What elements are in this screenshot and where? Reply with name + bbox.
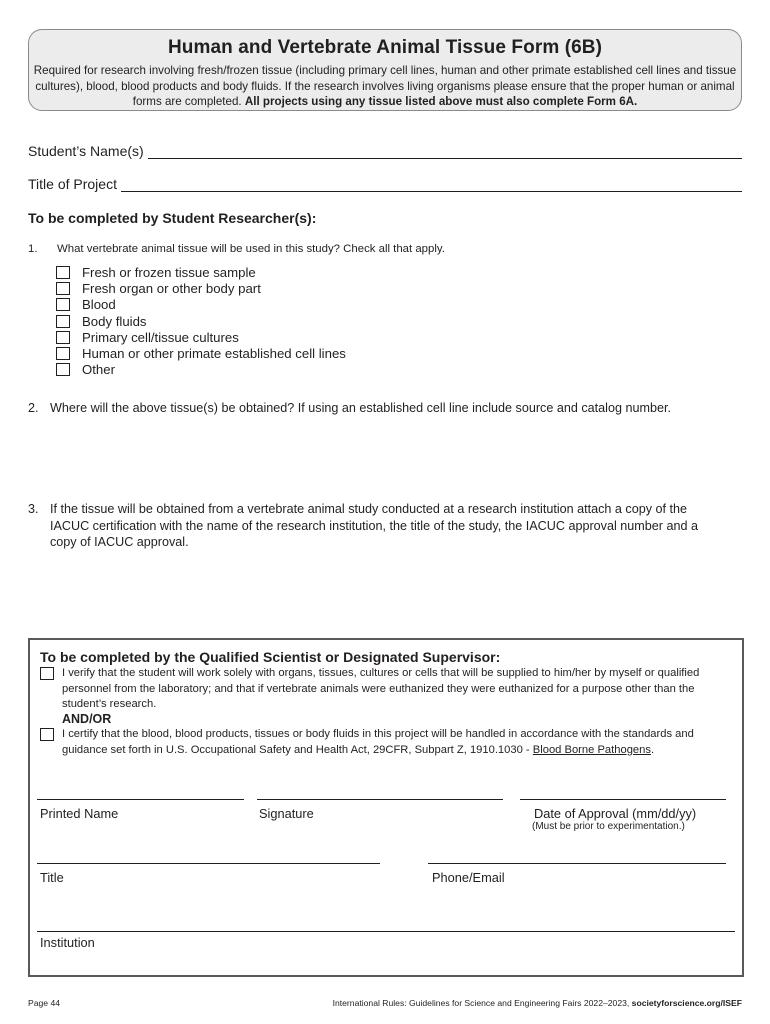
title-label: Title	[40, 870, 64, 885]
form-header	[28, 29, 742, 111]
footer-site: societyforscience.org/ISEF	[631, 998, 742, 1008]
question-1-number: 1.	[28, 243, 38, 255]
option-fresh-frozen-tissue[interactable]	[56, 264, 346, 280]
option-label: Other	[82, 362, 115, 378]
project-title-input[interactable]	[121, 178, 742, 192]
students-name-row	[28, 143, 742, 159]
checkbox[interactable]	[56, 363, 70, 376]
option-body-fluids[interactable]	[56, 313, 346, 329]
date-note: (Must be prior to experimentation.)	[532, 821, 685, 832]
form-description	[29, 63, 741, 110]
option-label: Fresh organ or other body part	[82, 280, 261, 296]
option-label: Fresh or frozen tissue sample	[82, 264, 256, 280]
option-label: Primary cell/tissue cultures	[82, 329, 239, 345]
cert-2-body	[62, 727, 740, 758]
option-primary-cultures[interactable]	[56, 329, 346, 345]
title-line[interactable]	[37, 863, 380, 864]
form-title: Human and Vertebrate Animal Tissue Form (6B)	[167, 37, 603, 58]
scientist-section	[28, 638, 744, 977]
cert-2-checkbox[interactable]	[40, 728, 54, 741]
description-bold-text: All projects using any tissue listed above must also complete Form 6A.	[244, 95, 638, 108]
and-or-label: AND/OR	[62, 712, 112, 726]
question-1-text: What vertebrate animal tissue will be used in this study? Check all that apply.	[57, 243, 445, 255]
printed-name-label: Printed Name	[40, 806, 119, 821]
blood-borne-pathogens-link[interactable]: Blood Borne Pathogens	[532, 743, 651, 756]
question-3	[28, 501, 728, 551]
signature-label: Signature	[259, 806, 314, 821]
option-blood[interactable]	[56, 297, 346, 313]
footer-source	[333, 998, 742, 1008]
phone-email-line[interactable]	[428, 863, 726, 864]
option-fresh-organ[interactable]	[56, 280, 346, 296]
option-label: Body fluids	[82, 313, 147, 329]
phone-email-label: Phone/Email	[432, 870, 505, 885]
option-label: Human or other primate established cell lines	[82, 346, 346, 362]
certification-2	[40, 727, 740, 758]
checkbox[interactable]	[56, 266, 70, 279]
date-of-approval-line[interactable]	[520, 799, 726, 800]
cert-1-checkbox[interactable]	[40, 667, 54, 680]
checkbox[interactable]	[56, 347, 70, 360]
institution-label: Institution	[40, 935, 95, 950]
question-1	[28, 243, 445, 255]
cert-2-end: .	[650, 743, 655, 756]
certification-1	[40, 666, 740, 713]
checkbox[interactable]	[56, 331, 70, 344]
signature-line[interactable]	[257, 799, 503, 800]
checkbox[interactable]	[56, 298, 70, 311]
tissue-options	[56, 264, 346, 378]
option-established-cell-lines[interactable]	[56, 345, 346, 361]
question-3-text: If the tissue will be obtained from a vertebrate animal study conducted at a research institution attach a copy of the IACUC certification with the name of the research institution, the title of the study, the IACUC approval number and a copy of IACUC approval.	[50, 502, 698, 549]
scientist-section-heading: To be completed by the Qualified Scientist or Designated Supervisor:	[40, 649, 501, 665]
question-2-text: Where will the above tissue(s) be obtained? If using an established cell line include source and catalog number.	[50, 401, 671, 415]
project-title-row	[28, 176, 742, 192]
printed-name-line[interactable]	[37, 799, 244, 800]
page-number: Page 44	[28, 998, 61, 1008]
question-3-number: 3.	[28, 502, 39, 516]
project-title-label: Title of Project	[28, 176, 117, 192]
cert-1-text: I verify that the student will work solely with organs, tissues, cultures or cells that will be supplied to him/her by myself or qualified personnel from the laboratory; and that if vertebrate animals were euthanized they were euthanized for a purpose other than the student’s research.	[62, 667, 700, 711]
question-2-number: 2.	[28, 401, 39, 415]
description-text: Required for research involving fresh/frozen tissue (including primary cell lines, human and other primate established cell lines and tissue cultures), blood, blood products and body fluids. If the research involves living organisms please ensure that the proper human or animal forms are completed.	[33, 64, 737, 108]
cert-2-text: I certify that the blood, blood products, tissues or body fluids in this project will be handled in accordance with the standards and guidance set forth in U.S. Occupational Safety and Health Act, 29CFR, Subpart Z, 1910.1030 -	[62, 728, 694, 756]
students-name-label: Student’s Name(s)	[28, 143, 144, 159]
date-of-approval-label: Date of Approval (mm/dd/yy)	[534, 806, 697, 821]
students-name-input[interactable]	[148, 145, 742, 159]
option-other[interactable]	[56, 362, 346, 378]
option-label: Blood	[82, 297, 116, 313]
checkbox[interactable]	[56, 315, 70, 328]
student-section-heading: To be completed by Student Researcher(s):	[28, 210, 317, 226]
institution-line[interactable]	[37, 931, 735, 932]
question-2	[28, 401, 671, 415]
checkbox[interactable]	[56, 282, 70, 295]
footer-source-text: International Rules: Guidelines for Science and Engineering Fairs 2022–2023,	[332, 998, 630, 1008]
